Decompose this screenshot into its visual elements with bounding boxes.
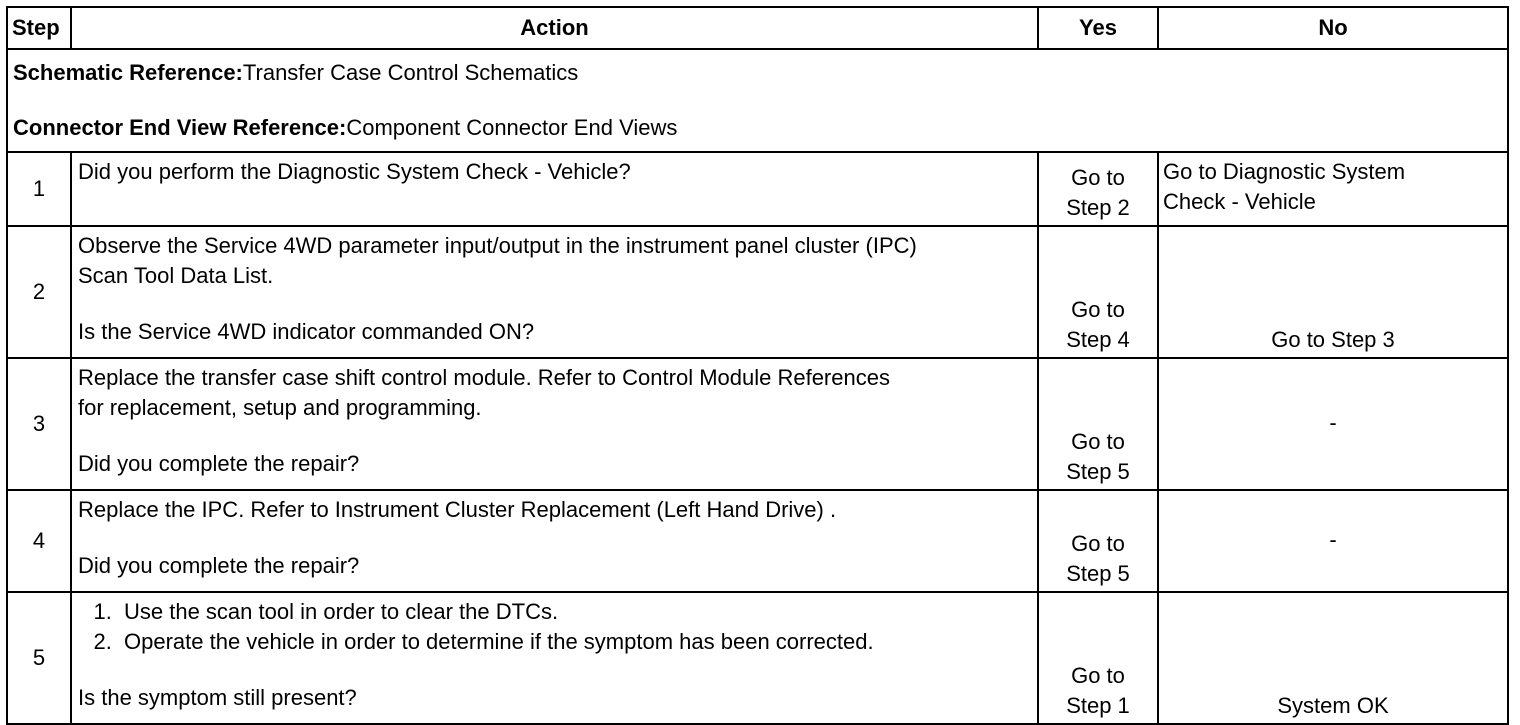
action-cell: [71, 592, 1038, 724]
step-number: 1: [7, 152, 71, 226]
connector-reference: [13, 113, 1502, 143]
header-no: No: [1158, 7, 1508, 49]
action-text: Scan Tool Data List.: [78, 263, 274, 288]
yes-line-1: Go to: [1071, 663, 1125, 688]
header-row: [7, 7, 1508, 49]
yes-line-1: Go to: [1071, 429, 1125, 454]
schematic-reference-label: Schematic Reference:: [13, 60, 243, 85]
no-cell[interactable]: [1158, 152, 1508, 226]
reference-cell: [7, 49, 1508, 152]
action-question: Did you complete the repair?: [78, 553, 360, 578]
schematic-reference: [13, 58, 1502, 88]
yes-line-2: Step 5: [1066, 459, 1130, 484]
table-row: [7, 592, 1508, 724]
no-line-2: Check - Vehicle: [1163, 189, 1316, 214]
yes-cell[interactable]: [1038, 358, 1158, 490]
no-line-1: Go to Diagnostic System: [1163, 159, 1406, 184]
no-line-1: System OK: [1277, 693, 1389, 718]
no-line-1: -: [1329, 527, 1337, 552]
header-action: Action: [71, 7, 1038, 49]
action-text: Replace the transfer case shift control module. Refer to Control Module References: [78, 365, 890, 390]
no-line-1: Go to Step 3: [1271, 327, 1395, 352]
no-cell: [1158, 358, 1508, 490]
step-number: 5: [7, 592, 71, 724]
action-question: Is the symptom still present?: [78, 685, 357, 710]
reference-row: [7, 49, 1508, 152]
yes-cell[interactable]: [1038, 226, 1158, 358]
action-question: Did you complete the repair?: [78, 451, 360, 476]
diagnostic-table-container: [6, 6, 1509, 725]
header-yes: Yes: [1038, 7, 1158, 49]
action-cell: [71, 490, 1038, 592]
diagnostic-table: [6, 6, 1509, 725]
action-text: Did you perform the Diagnostic System Check - Vehicle?: [78, 159, 631, 184]
connector-reference-label: Connector End View Reference:: [13, 115, 347, 140]
yes-line-1: Go to: [1071, 297, 1125, 322]
action-text: Observe the Service 4WD parameter input/output in the instrument panel cluster (IPC): [78, 233, 917, 258]
action-question: Is the Service 4WD indicator commanded ON?: [78, 319, 535, 344]
no-cell[interactable]: [1158, 226, 1508, 358]
yes-line-2: Step 1: [1066, 693, 1130, 718]
header-step: Step: [7, 7, 71, 49]
yes-line-1: Go to: [1071, 531, 1125, 556]
table-row: [7, 358, 1508, 490]
action-cell: [71, 226, 1038, 358]
table-row: [7, 152, 1508, 226]
connector-reference-link[interactable]: Component Connector End Views: [346, 115, 678, 140]
action-cell: [71, 152, 1038, 226]
yes-line-2: Step 2: [1066, 195, 1130, 220]
no-cell: [1158, 490, 1508, 592]
schematic-reference-link[interactable]: Transfer Case Control Schematics: [242, 60, 579, 85]
list-item: 2. Operate the vehicle in order to determine if the symptom has been corrected.: [118, 627, 1031, 657]
step-number: 3: [7, 358, 71, 490]
yes-line-2: Step 4: [1066, 327, 1130, 352]
yes-cell[interactable]: [1038, 152, 1158, 226]
action-text: for replacement, setup and programming.: [78, 395, 482, 420]
action-text: Replace the IPC. Refer to Instrument Cluster Replacement (Left Hand Drive) .: [78, 497, 837, 522]
step-number: 2: [7, 226, 71, 358]
table-row: [7, 226, 1508, 358]
yes-line-1: Go to: [1071, 165, 1125, 190]
table-row: [7, 490, 1508, 592]
action-cell: [71, 358, 1038, 490]
no-cell: [1158, 592, 1508, 724]
yes-cell[interactable]: [1038, 490, 1158, 592]
step-number: 4: [7, 490, 71, 592]
action-list: [78, 597, 1031, 657]
no-line-1: -: [1329, 410, 1337, 435]
yes-cell[interactable]: [1038, 592, 1158, 724]
yes-line-2: Step 5: [1066, 561, 1130, 586]
list-item: 1. Use the scan tool in order to clear the DTCs.: [118, 597, 1031, 627]
